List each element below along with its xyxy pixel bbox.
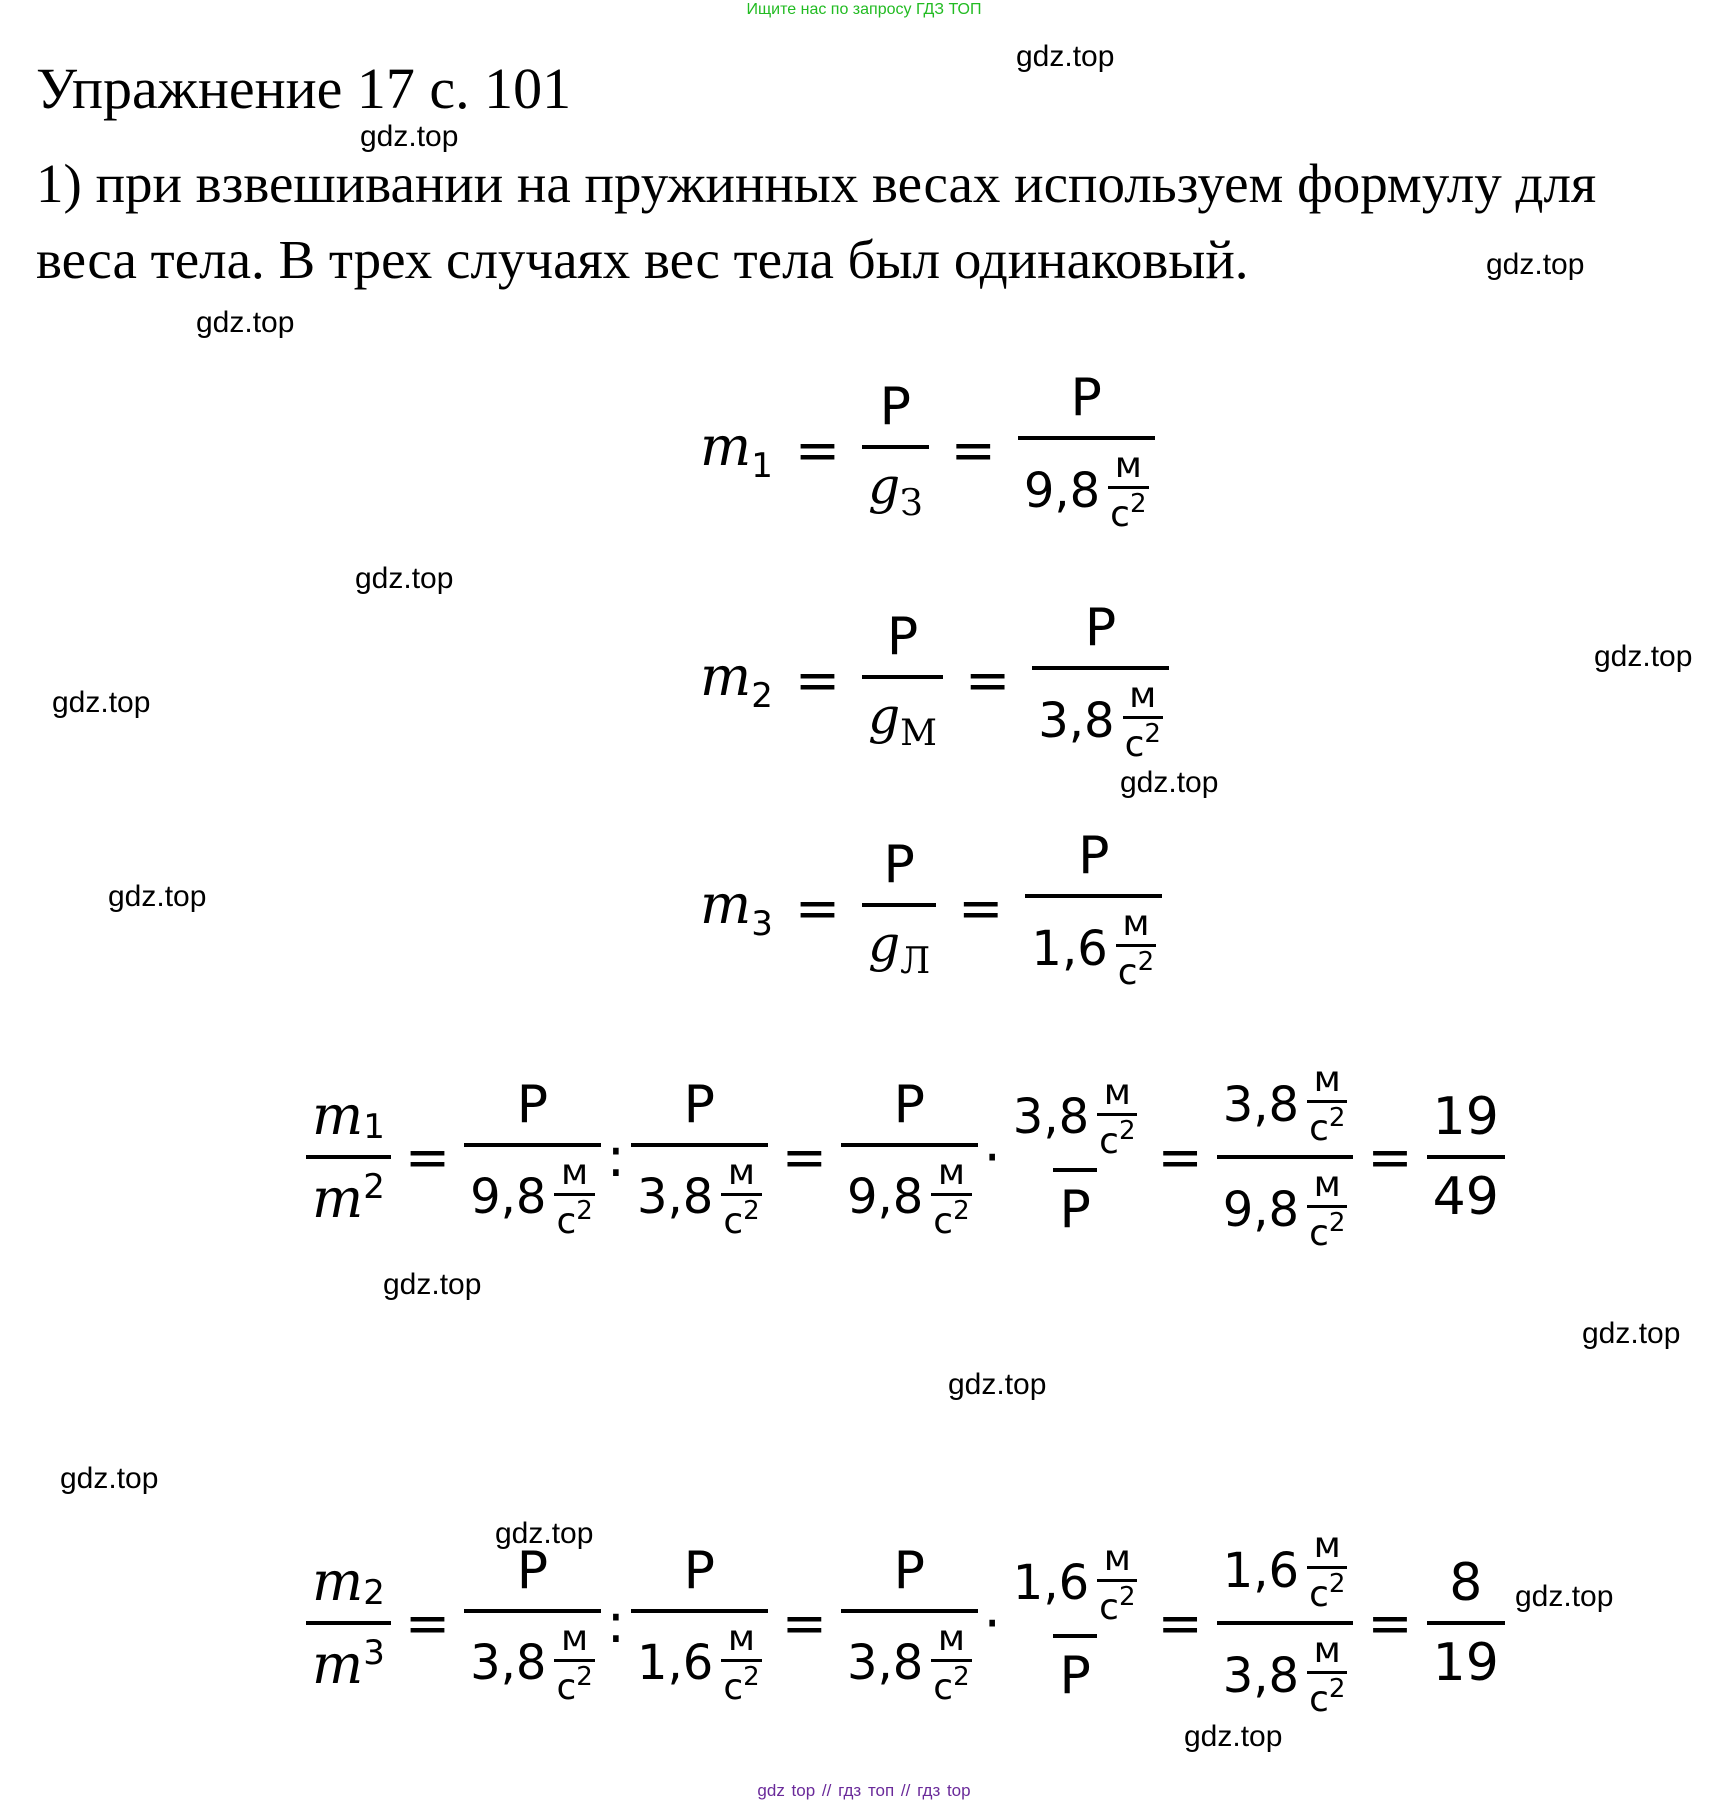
watermark: gdz.top: [1515, 1580, 1614, 1613]
watermark: gdz.top: [355, 562, 454, 595]
watermark: gdz.top: [1184, 1720, 1283, 1753]
watermark: gdz.top: [108, 880, 207, 913]
watermark: gdz.top: [52, 686, 151, 719]
equation-ratio-m2-m3: m 2 m 3 = P 3,8 м $с^2$ : P 1,6 м $с^2$ = P 3,8 м $с^2$ · 1,6 м $с^2$ P = 1,6 м $с^2$ 3,8 м $с^2$ = $\frac{8}{19}$: [306, 1528, 1505, 1718]
m1: $m_1$: [700, 415, 773, 486]
m3: $m_3$: [700, 873, 773, 944]
search-banner[interactable]: Ищите нас по запросу ГДЗ ТОП: [746, 1, 982, 18]
watermark: gdz.top: [196, 306, 295, 339]
equation-m1: $m_1$ = $\frac{P}{g_З}$ = P 9,8 м $с^2$: [700, 368, 1155, 533]
exercise-title: Упражнение 17 с. 101: [36, 56, 572, 121]
equation-m2: $m_2$ = $\frac{P}{g_М}$ = P 3,8 м $с^2$: [700, 598, 1169, 763]
watermark: gdz.top: [1486, 248, 1585, 281]
watermark: gdz.top: [383, 1268, 482, 1301]
watermark: gdz.top: [948, 1368, 1047, 1401]
equation-ratio-m1-m2: m 1 m 2 = P 9,8 м $с^2$ : P 3,8 м $с^2$ = P 9,8 м $с^2$ · 3,8 м $с^2$ P = 3,8 м $с^2$ 9,8 м $с^2$ = $\frac{19}{49}$: [306, 1062, 1505, 1252]
watermark: gdz.top: [1594, 640, 1693, 673]
footer-links[interactable]: gdz top // гдз топ // гдз top: [757, 1781, 971, 1800]
watermark: gdz.top: [1016, 40, 1115, 73]
watermark: gdz.top: [1582, 1317, 1681, 1350]
watermark: gdz.top: [495, 1517, 594, 1550]
watermark: gdz.top: [360, 120, 459, 153]
text-line-2: веса тела. В трех случаях вес тела был одинаковый.: [36, 229, 1249, 290]
text-line-1: 1) при взвешивании на пружинных весах используем формулу для: [36, 153, 1597, 214]
equation-m3: $m_3$ = $\frac{P}{g_Л}$ = P 1,6 м $с^2$: [700, 826, 1162, 991]
m2: $m_2$: [700, 645, 773, 716]
watermark: gdz.top: [1120, 766, 1219, 799]
watermark: gdz.top: [60, 1462, 159, 1495]
